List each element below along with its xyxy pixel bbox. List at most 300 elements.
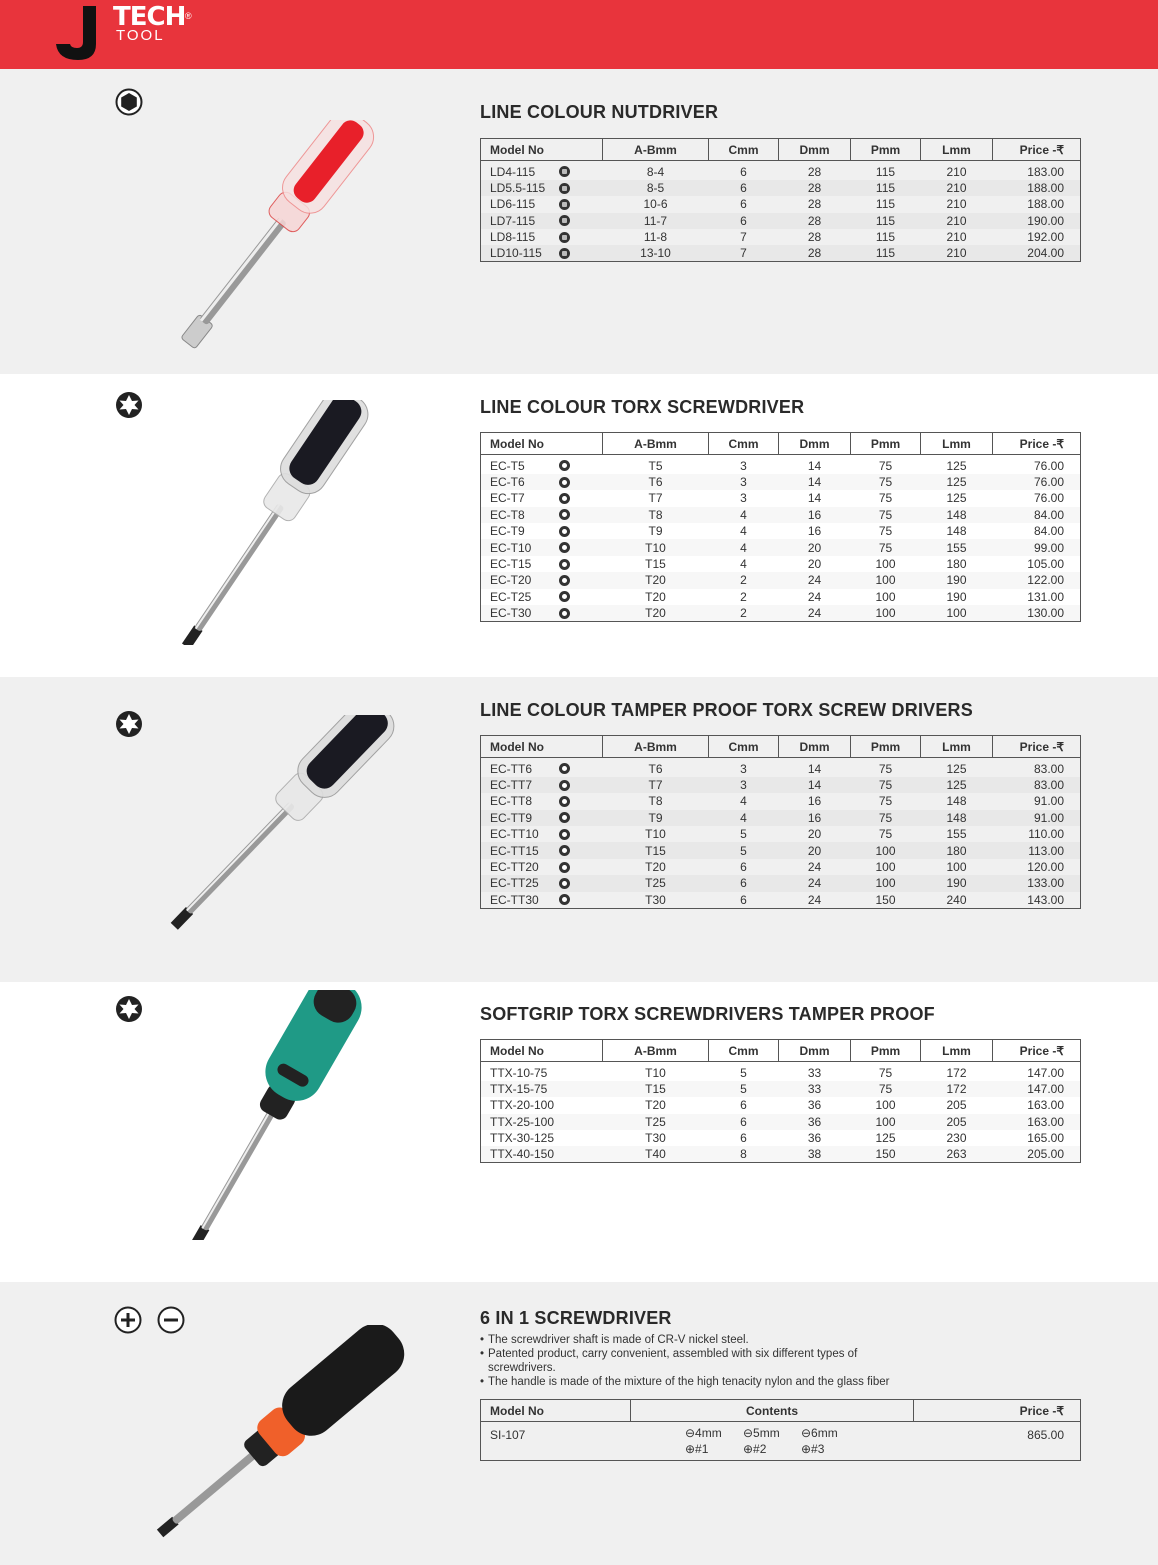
- table-row: [481, 474, 1081, 490]
- a-cell: T25: [645, 876, 666, 891]
- a-cell: T6: [648, 761, 663, 776]
- l-cell: 155: [946, 540, 967, 555]
- d-cell: 14: [807, 491, 822, 506]
- c-cell: 2: [740, 606, 747, 621]
- c-cell: 6: [740, 197, 747, 212]
- c-cell: 7: [740, 246, 747, 261]
- c-cell: 6: [740, 1114, 747, 1129]
- price-cell: 192.00: [1027, 230, 1064, 245]
- spec-table-softgrip: [480, 1039, 1081, 1163]
- a-cell: T10: [645, 540, 666, 555]
- p-cell: 75: [878, 491, 893, 506]
- a-cell: T7: [648, 778, 663, 793]
- d-cell: 16: [807, 810, 822, 825]
- a-cell: T15: [645, 1082, 666, 1097]
- model-cell: [481, 523, 603, 539]
- table-row: [481, 810, 1081, 826]
- d-cell: 38: [807, 1147, 822, 1162]
- col-header-c: Cmm: [709, 433, 779, 455]
- d-cell: 20: [807, 827, 822, 842]
- col-header-price: Price -₹: [993, 433, 1081, 455]
- price-cell: 163.00: [1027, 1114, 1064, 1129]
- p-cell: 115: [875, 230, 896, 245]
- model-number: EC-TT8: [490, 794, 532, 809]
- table-row: [481, 164, 1081, 180]
- col-header-price: Price -₹: [993, 736, 1081, 758]
- model-number: EC-T5: [490, 458, 525, 473]
- a-cell: T10: [645, 827, 666, 842]
- table-row: [481, 507, 1081, 523]
- price-cell: 76.00: [1033, 475, 1064, 490]
- price-cell: 147.00: [1027, 1082, 1064, 1097]
- p-cell: 125: [875, 1131, 896, 1146]
- col-header-price: Price -₹: [993, 139, 1081, 161]
- hex-tip-icon: [559, 215, 570, 226]
- table-row: [481, 605, 1081, 622]
- p-cell: 75: [878, 761, 893, 776]
- model-number: TTX-15-75: [490, 1082, 548, 1097]
- price-cell: 130.00: [1027, 606, 1064, 621]
- table-row: [481, 875, 1081, 891]
- p-cell: 75: [878, 794, 893, 809]
- d-cell: 24: [807, 606, 822, 621]
- nutdriver-image: [120, 120, 420, 350]
- model-cell: [481, 556, 603, 572]
- model-cell: [481, 180, 603, 196]
- c-cell: 3: [740, 491, 747, 506]
- feature-item: • The screwdriver shaft is made of CR-V nickel steel.: [480, 1333, 910, 1347]
- col-header-c: Cmm: [709, 139, 779, 161]
- table-row: [481, 826, 1081, 842]
- table-row: [481, 859, 1081, 875]
- torx-tip-icon: [559, 542, 570, 553]
- d-cell: 28: [807, 181, 822, 196]
- model-cell: [481, 245, 603, 262]
- col-header-price: Price -₹: [993, 1040, 1081, 1062]
- a-cell: 10-6: [643, 197, 668, 212]
- model-cell: [481, 229, 603, 245]
- table-row: [481, 1081, 1081, 1097]
- spec-table-torx: [480, 432, 1081, 622]
- col-header-p: Pmm: [851, 736, 921, 758]
- price-cell: 865.00: [1027, 1428, 1064, 1442]
- p-cell: 75: [878, 507, 893, 522]
- torx-tip-icon: [559, 878, 570, 889]
- a-cell: T20: [645, 1098, 666, 1113]
- a-cell: T8: [648, 794, 663, 809]
- l-cell: 180: [946, 557, 967, 572]
- brand-name: TECH: [113, 2, 186, 32]
- d-cell: 28: [807, 246, 822, 261]
- d-cell: 16: [807, 794, 822, 809]
- col-header-l: Lmm: [921, 736, 993, 758]
- d-cell: 36: [807, 1131, 822, 1146]
- model-cell: [481, 793, 603, 809]
- l-cell: 180: [946, 843, 967, 858]
- model-number: LD7-115: [490, 213, 536, 228]
- l-cell: 155: [946, 827, 967, 842]
- price-cell: 99.00: [1033, 540, 1064, 555]
- price-cell: 188.00: [1027, 197, 1064, 212]
- d-cell: 16: [807, 507, 822, 522]
- torx-tip-icon: [559, 477, 570, 488]
- a-cell: T20: [645, 606, 666, 621]
- table-row: [481, 1146, 1081, 1163]
- model-cell: [481, 892, 603, 909]
- model-cell: [481, 842, 603, 858]
- d-cell: 36: [807, 1098, 822, 1113]
- model-cell: [481, 196, 603, 212]
- price-cell: 133.00: [1027, 876, 1064, 891]
- p-cell: 75: [878, 778, 893, 793]
- p-cell: 100: [875, 1098, 896, 1113]
- a-cell: T9: [648, 524, 663, 539]
- c-cell: 4: [740, 524, 747, 539]
- model-number: LD6-115: [490, 197, 536, 212]
- price-cell: 113.00: [1028, 843, 1064, 858]
- p-cell: 115: [875, 213, 896, 228]
- p-cell: 115: [875, 246, 896, 261]
- p-cell: 100: [875, 557, 896, 572]
- six-in-one-screwdriver-image: [125, 1325, 425, 1550]
- c-cell: 3: [740, 778, 747, 793]
- torx-tip-icon: [559, 509, 570, 520]
- d-cell: 14: [807, 761, 822, 776]
- l-cell: 210: [946, 246, 967, 261]
- price-cell: 84.00: [1033, 524, 1064, 539]
- model-cell: [481, 761, 603, 777]
- section-title: LINE COLOUR TAMPER PROOF TORX SCREW DRIVERS: [480, 700, 973, 720]
- a-cell: T5: [648, 458, 663, 473]
- hex-tip-icon: [559, 199, 570, 210]
- model-number: TTX-25-100: [490, 1114, 555, 1129]
- hexagon-icon: [115, 88, 143, 116]
- a-cell: T15: [645, 843, 666, 858]
- torx-tip-icon: [559, 862, 570, 873]
- section-title: LINE COLOUR TORX SCREWDRIVER: [480, 397, 805, 417]
- registered-mark: ®: [185, 11, 192, 21]
- c-cell: 6: [740, 1131, 747, 1146]
- spec-table-six-in-one: [480, 1399, 1081, 1461]
- model-number: LD4-115: [490, 164, 536, 179]
- content-item: ⊕#2: [743, 1442, 767, 1456]
- a-cell: 11-7: [643, 213, 668, 228]
- jetech-logo-icon: [52, 4, 106, 62]
- p-cell: 75: [878, 810, 893, 825]
- c-cell: 2: [740, 589, 747, 604]
- price-cell: 91.00: [1033, 794, 1064, 809]
- l-cell: 100: [946, 860, 967, 875]
- table-row: [481, 556, 1081, 572]
- model-number: EC-T6: [490, 475, 525, 490]
- c-cell: 4: [740, 810, 747, 825]
- l-cell: 125: [946, 491, 967, 506]
- table-row: [481, 245, 1081, 262]
- c-cell: 5: [740, 843, 747, 858]
- p-cell: 100: [875, 573, 896, 588]
- price-cell: 76.00: [1033, 458, 1064, 473]
- section-title: LINE COLOUR NUTDRIVER: [480, 102, 719, 122]
- c-cell: 6: [740, 164, 747, 179]
- torx-tip-icon: [559, 780, 570, 791]
- section-title: SOFTGRIP TORX SCREWDRIVERS TAMPER PROOF: [480, 1004, 935, 1024]
- col-header-l: Lmm: [921, 1040, 993, 1062]
- torx-tip-icon: [559, 829, 570, 840]
- l-cell: 125: [946, 458, 967, 473]
- p-cell: 75: [878, 1082, 893, 1097]
- table-row: [481, 777, 1081, 793]
- feature-item: • Patented product, carry convenient, assembled with six different types of screwdrivers.: [480, 1347, 910, 1375]
- l-cell: 100: [946, 606, 967, 621]
- l-cell: 190: [946, 573, 967, 588]
- price-cell: 122.00: [1027, 573, 1064, 588]
- content-item: ⊕#3: [801, 1442, 825, 1456]
- table-row: [481, 892, 1081, 909]
- l-cell: 148: [946, 810, 967, 825]
- brand-header: [0, 0, 1158, 69]
- model-number: EC-TT30: [490, 892, 539, 907]
- table-row: [481, 589, 1081, 605]
- col-header-p: Pmm: [851, 139, 921, 161]
- c-cell: 4: [740, 540, 747, 555]
- model-cell: [481, 458, 603, 474]
- model-number: TTX-20-100: [490, 1098, 555, 1113]
- l-cell: 210: [946, 213, 967, 228]
- model-cell: [481, 777, 603, 793]
- model-number: EC-T25: [490, 589, 532, 604]
- p-cell: 75: [878, 475, 893, 490]
- model-number: EC-T15: [490, 557, 532, 572]
- a-cell: T40: [645, 1147, 666, 1162]
- l-cell: 210: [946, 230, 967, 245]
- d-cell: 24: [807, 589, 822, 604]
- d-cell: 20: [807, 557, 822, 572]
- d-cell: 14: [807, 475, 822, 490]
- c-cell: 7: [740, 230, 747, 245]
- a-cell: T25: [645, 1114, 666, 1129]
- model-cell: [481, 875, 603, 891]
- c-cell: 6: [740, 181, 747, 196]
- price-cell: 91.00: [1033, 810, 1064, 825]
- a-cell: T7: [648, 491, 663, 506]
- table-row: [481, 490, 1081, 506]
- table-row: [481, 842, 1081, 858]
- c-cell: 6: [740, 860, 747, 875]
- price-cell: 188.00: [1027, 181, 1064, 196]
- table-row: [481, 1130, 1081, 1146]
- d-cell: 16: [807, 524, 822, 539]
- l-cell: 125: [946, 475, 967, 490]
- table-row: [481, 523, 1081, 539]
- price-cell: 205.00: [1027, 1147, 1064, 1162]
- l-cell: 205: [946, 1098, 967, 1113]
- p-cell: 100: [875, 876, 896, 891]
- col-header-contents: Contents: [631, 1400, 914, 1422]
- d-cell: 20: [807, 843, 822, 858]
- model-number: EC-TT25: [490, 876, 539, 891]
- model-number: EC-TT9: [490, 810, 532, 825]
- a-cell: T30: [645, 1131, 666, 1146]
- torx-tip-icon: [559, 812, 570, 823]
- d-cell: 33: [807, 1082, 822, 1097]
- l-cell: 172: [946, 1065, 967, 1080]
- price-cell: 143.00: [1027, 892, 1064, 907]
- model-number: EC-TT10: [490, 827, 539, 842]
- l-cell: 125: [946, 778, 967, 793]
- col-header-d: Dmm: [779, 736, 851, 758]
- col-header-a: A-Bmm: [603, 736, 709, 758]
- d-cell: 14: [807, 458, 822, 473]
- c-cell: 5: [740, 827, 747, 842]
- l-cell: 172: [946, 1082, 967, 1097]
- col-header-p: Pmm: [851, 1040, 921, 1062]
- c-cell: 6: [740, 876, 747, 891]
- model-number: EC-T30: [490, 606, 532, 621]
- p-cell: 100: [875, 843, 896, 858]
- a-cell: T9: [648, 810, 663, 825]
- torx-tip-icon: [559, 845, 570, 856]
- col-header-d: Dmm: [779, 433, 851, 455]
- model-number: LD8-115: [490, 230, 536, 245]
- model-cell: [481, 826, 603, 842]
- d-cell: 14: [807, 778, 822, 793]
- model-number: EC-TT20: [490, 860, 539, 875]
- price-cell: 183.00: [1027, 164, 1064, 179]
- l-cell: 210: [946, 181, 967, 196]
- softgrip-screwdriver-image: [120, 990, 420, 1240]
- table-row: [481, 572, 1081, 588]
- table-row: [481, 1097, 1081, 1113]
- c-cell: 8: [740, 1147, 747, 1162]
- col-header-d: Dmm: [779, 139, 851, 161]
- torx-tip-icon: [559, 796, 570, 807]
- a-cell: T30: [645, 892, 666, 907]
- table-row: [481, 196, 1081, 212]
- a-cell: 13-10: [640, 246, 671, 261]
- hex-tip-icon: [559, 232, 570, 243]
- model-number: LD10-115: [490, 246, 542, 261]
- price-cell: 163.00: [1027, 1098, 1064, 1113]
- c-cell: 6: [740, 892, 747, 907]
- col-header-model: Model No: [481, 1040, 603, 1062]
- col-header-l: Lmm: [921, 433, 993, 455]
- p-cell: 150: [875, 1147, 896, 1162]
- table-row: [481, 1065, 1081, 1081]
- c-cell: 4: [740, 507, 747, 522]
- l-cell: 190: [946, 876, 967, 891]
- c-cell: 5: [740, 1082, 747, 1097]
- model-number: LD5.5-115: [490, 181, 546, 196]
- p-cell: 100: [875, 606, 896, 621]
- model-cell: [481, 1114, 603, 1130]
- p-cell: 75: [878, 540, 893, 555]
- torx-tip-icon: [559, 575, 570, 586]
- table-row: [481, 1114, 1081, 1130]
- price-cell: 120.00: [1027, 860, 1064, 875]
- torx-tip-icon: [559, 559, 570, 570]
- torx-tip-icon: [559, 493, 570, 504]
- c-cell: 3: [740, 475, 747, 490]
- p-cell: 115: [875, 164, 896, 179]
- price-cell: 76.00: [1033, 491, 1064, 506]
- model-cell: [481, 1146, 603, 1163]
- col-header-model: Model No: [481, 1400, 631, 1422]
- torx-tip-icon: [559, 608, 570, 619]
- model-cell: [481, 474, 603, 490]
- a-cell: T8: [648, 507, 663, 522]
- contents-cell: [631, 1422, 914, 1461]
- l-cell: 210: [946, 197, 967, 212]
- model-cell: SI-107: [490, 1428, 526, 1442]
- content-item: ⊖4mm: [685, 1426, 722, 1440]
- model-cell: [481, 1130, 603, 1146]
- p-cell: 100: [875, 860, 896, 875]
- model-number: TTX-10-75: [490, 1065, 548, 1080]
- hex-tip-icon: [559, 183, 570, 194]
- table-row: [481, 180, 1081, 196]
- l-cell: 210: [946, 164, 967, 179]
- col-header-a: A-Bmm: [603, 139, 709, 161]
- feature-list: [480, 1333, 910, 1389]
- col-header-p: Pmm: [851, 433, 921, 455]
- model-number: EC-TT15: [490, 843, 539, 858]
- price-cell: 105.00: [1027, 557, 1064, 572]
- col-header-d: Dmm: [779, 1040, 851, 1062]
- model-number: EC-TT7: [490, 778, 532, 793]
- col-header-model: Model No: [481, 139, 603, 161]
- model-cell: [481, 490, 603, 506]
- d-cell: 28: [807, 197, 822, 212]
- col-header-c: Cmm: [709, 1040, 779, 1062]
- brand-subname: TOOL: [116, 27, 165, 44]
- l-cell: 205: [946, 1114, 967, 1129]
- d-cell: 28: [807, 230, 822, 245]
- price-cell: 190.00: [1027, 213, 1064, 228]
- model-cell: [481, 605, 603, 622]
- model-cell: [481, 539, 603, 555]
- torx-tip-icon: [559, 763, 570, 774]
- c-cell: 5: [740, 1065, 747, 1080]
- a-cell: T20: [645, 589, 666, 604]
- c-cell: 4: [740, 557, 747, 572]
- table-row: [481, 229, 1081, 245]
- c-cell: 6: [740, 1098, 747, 1113]
- torx-tip-icon: [559, 591, 570, 602]
- content-item: ⊖5mm: [743, 1426, 780, 1440]
- p-cell: 100: [875, 589, 896, 604]
- price-cell: 83.00: [1033, 761, 1064, 776]
- model-cell: [481, 859, 603, 875]
- col-header-l: Lmm: [921, 139, 993, 161]
- l-cell: 230: [946, 1131, 967, 1146]
- model-cell: [481, 572, 603, 588]
- torx-tip-icon: [559, 894, 570, 905]
- price-cell: 131.00: [1027, 589, 1064, 604]
- col-header-model: Model No: [481, 433, 603, 455]
- col-header-a: A-Bmm: [603, 433, 709, 455]
- d-cell: 20: [807, 540, 822, 555]
- p-cell: 150: [875, 892, 896, 907]
- d-cell: 36: [807, 1114, 822, 1129]
- a-cell: T15: [645, 557, 666, 572]
- l-cell: 263: [946, 1147, 967, 1162]
- col-header-c: Cmm: [709, 736, 779, 758]
- p-cell: 75: [878, 1065, 893, 1080]
- a-cell: T20: [645, 860, 666, 875]
- col-header-a: A-Bmm: [603, 1040, 709, 1062]
- model-number: EC-T20: [490, 573, 532, 588]
- p-cell: 100: [875, 1114, 896, 1129]
